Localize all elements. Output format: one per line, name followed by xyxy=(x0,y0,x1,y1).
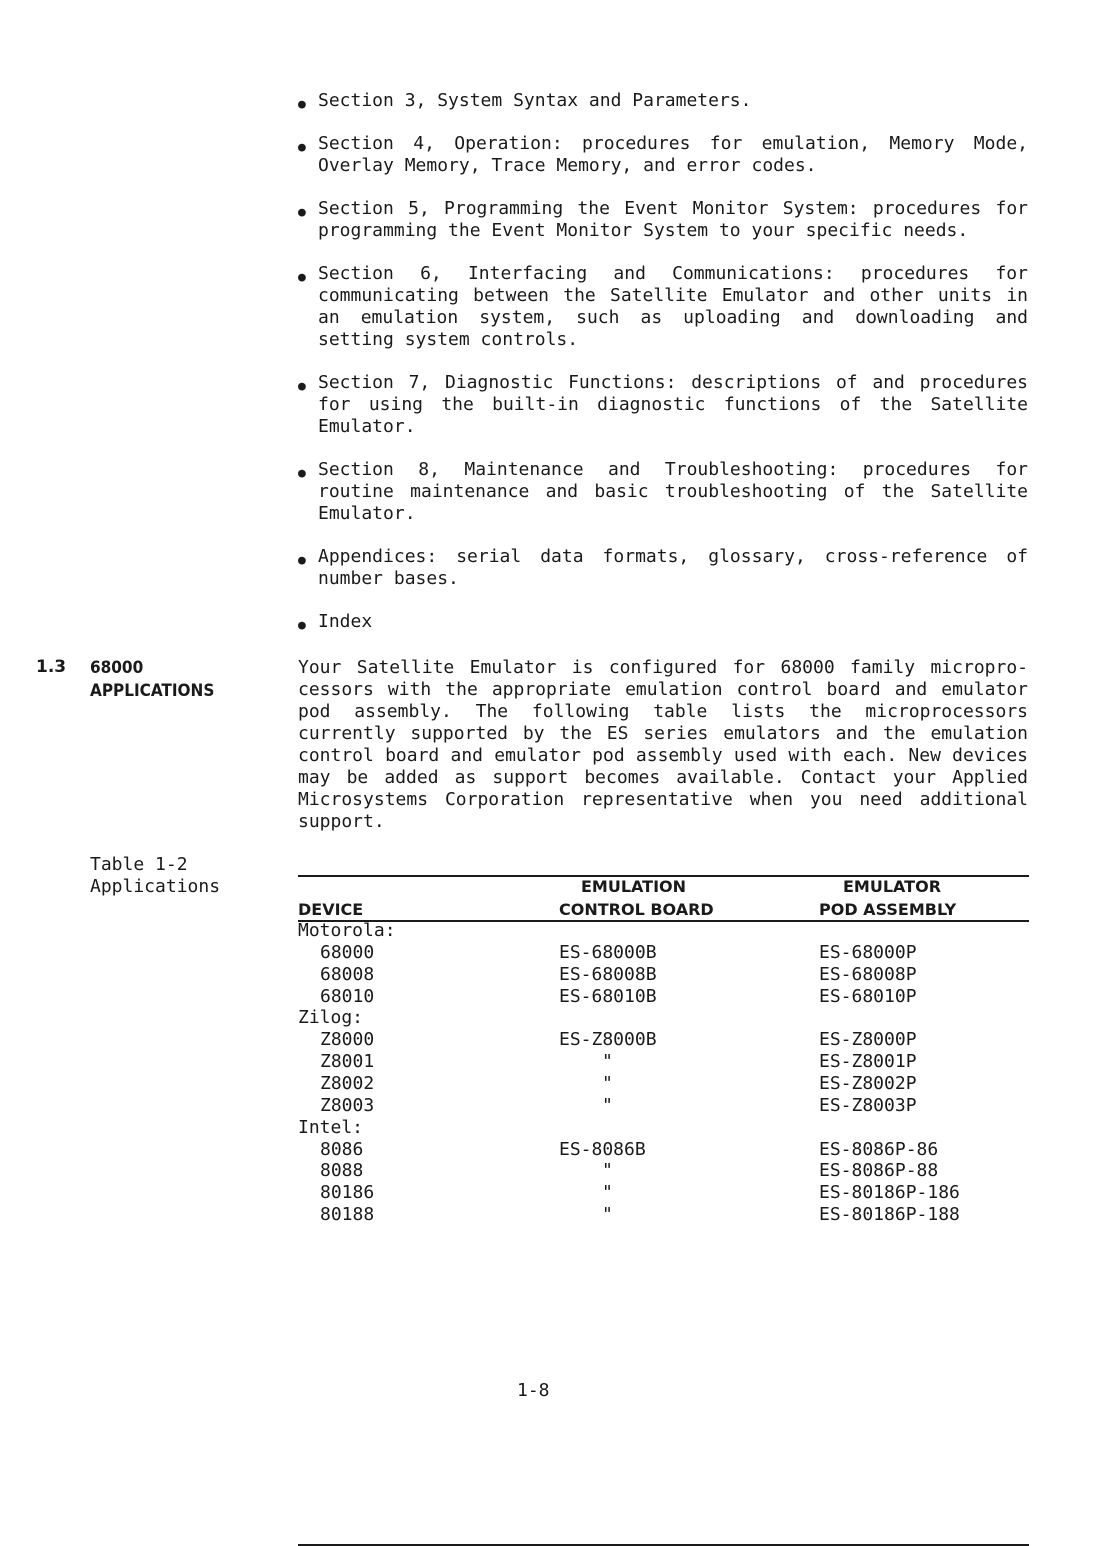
table-device-cell: 68008 xyxy=(320,963,375,985)
table-device-cell: 80188 xyxy=(320,1204,375,1226)
table-board-cell: " xyxy=(602,1160,613,1182)
table-board-cell: ES-8086B xyxy=(559,1138,646,1160)
table-pod-cell: ES-Z8001P xyxy=(819,1051,917,1073)
list-item-text: Section 3, System Syntax and Parameters. xyxy=(318,90,752,111)
section-heading xyxy=(90,657,214,703)
table-board-cell: " xyxy=(602,1051,613,1073)
table-device-cell: Z8002 xyxy=(320,1072,375,1094)
list-item-text: Section 8, Maintenance and Troubleshooting: procedures for routine maintenance and basic troubleshooting of the Satellite Emulator. xyxy=(318,459,1028,524)
bullet-dot-icon: ● xyxy=(298,379,306,394)
header-emulation: EMULATION xyxy=(581,877,687,896)
list-item-text: Section 6, Interfacing and Communications: procedures for communicating between the Satellite Emulator and other units in an emulation system, such as uploading and downloading and setting system controls. xyxy=(318,263,1028,350)
table-pod-cell: ES-8086P-86 xyxy=(819,1138,939,1160)
bullet-dot-icon: ● xyxy=(298,466,306,481)
header-rule xyxy=(298,920,1029,922)
list-item xyxy=(296,90,1028,112)
list-item-text: Section 7, Diagnostic Functions: descriptions of and procedures for using the built-in diagnostic functions of the Satellite Emulator. xyxy=(318,372,1028,437)
table-board-cell: ES-68010B xyxy=(559,985,657,1007)
list-item-text: Section 5, Programming the Event Monitor System: procedures for programming the Event Monitor System to your specific needs. xyxy=(318,198,1028,241)
table-pod-cell: ES-80186P-188 xyxy=(819,1204,960,1226)
list-item-text: Index xyxy=(318,611,373,632)
table-caption-title: Applications xyxy=(90,876,221,897)
list-item-text: Appendices: serial data formats, glossary, cross-reference of number bases. xyxy=(318,546,1028,589)
table-board-cell: ES-68000B xyxy=(559,941,657,963)
table-pod-cell: ES-Z8000P xyxy=(819,1029,917,1051)
list-item xyxy=(296,611,1028,633)
list-item xyxy=(296,198,1028,242)
section-paragraph: Your Satellite Emulator is configured for 68000 family micropro-cessors with the appropriate emulation control board and emulator pod assembly. The following table lists the microprocessors currently supported by the ES series emulators and the emulation control board and emulator pod assembly used with each. New devices may be added as support becomes available. Contact your Applied Microsystems Corporation representative when you need additional support. xyxy=(298,657,1028,832)
header-control-board: CONTROL BOARD xyxy=(559,900,714,919)
list-item xyxy=(296,372,1028,438)
table-device-cell: 68000 xyxy=(320,941,375,963)
bullet-dot-icon: ● xyxy=(298,270,306,285)
table-pod-cell: ES-Z8002P xyxy=(819,1072,917,1094)
section-heading-line2: APPLICATIONS xyxy=(90,681,215,701)
table-board-cell: " xyxy=(602,1094,613,1116)
table-pod-cell: ES-68010P xyxy=(819,985,917,1007)
table-pod-cell: ES-80186P-186 xyxy=(819,1182,960,1204)
table-group-label: Motorola: xyxy=(298,920,396,941)
page-number: 1-8 xyxy=(517,1380,550,1401)
table-group-label: Zilog: xyxy=(298,1007,364,1029)
header-emulator: EMULATOR xyxy=(843,877,942,896)
table-pod-cell: ES-68008P xyxy=(819,963,917,985)
table-device-cell: 8086 xyxy=(320,1138,364,1160)
table-board-cell: ES-68008B xyxy=(559,963,657,985)
section-overview-list xyxy=(296,90,1028,654)
table-device-cell: Z8001 xyxy=(320,1051,375,1073)
table-pod-cell: ES-68000P xyxy=(819,941,917,963)
table-device-cell: 80186 xyxy=(320,1182,375,1204)
table-caption xyxy=(90,854,220,898)
list-item xyxy=(296,133,1028,177)
section-number: 1.3 xyxy=(36,657,67,677)
bullet-dot-icon: ● xyxy=(298,205,306,220)
table-device-cell: 68010 xyxy=(320,985,375,1007)
table-caption-number: Table 1-2 xyxy=(90,854,188,875)
list-item xyxy=(296,263,1028,351)
table-board-cell: " xyxy=(602,1072,613,1094)
list-item xyxy=(296,459,1028,525)
bullet-dot-icon: ● xyxy=(298,140,306,155)
table-device-cell: 8088 xyxy=(320,1160,364,1182)
table-pod-cell: ES-Z8003P xyxy=(819,1094,917,1116)
list-item xyxy=(296,546,1028,590)
header-pod-assembly: POD ASSEMBLY xyxy=(819,900,957,919)
list-item-text: Section 4, Operation: procedures for emulation, Memory Mode, Overlay Memory, Trace Memory, and error codes. xyxy=(318,133,1028,176)
bullet-dot-icon: ● xyxy=(298,553,306,568)
bullet-dot-icon: ● xyxy=(298,618,306,633)
section-heading-line1: 68000 xyxy=(90,658,144,678)
table-device-cell: Z8003 xyxy=(320,1094,375,1116)
table-board-cell: " xyxy=(602,1204,613,1226)
table-group-label: Intel: xyxy=(298,1116,364,1138)
header-device: DEVICE xyxy=(298,900,364,919)
table-board-cell: " xyxy=(602,1182,613,1204)
table-pod-cell: ES-8086P-88 xyxy=(819,1160,939,1182)
table-device-cell: Z8000 xyxy=(320,1029,375,1051)
table-board-cell: ES-Z8000B xyxy=(559,1029,657,1051)
bullet-dot-icon: ● xyxy=(298,97,306,112)
